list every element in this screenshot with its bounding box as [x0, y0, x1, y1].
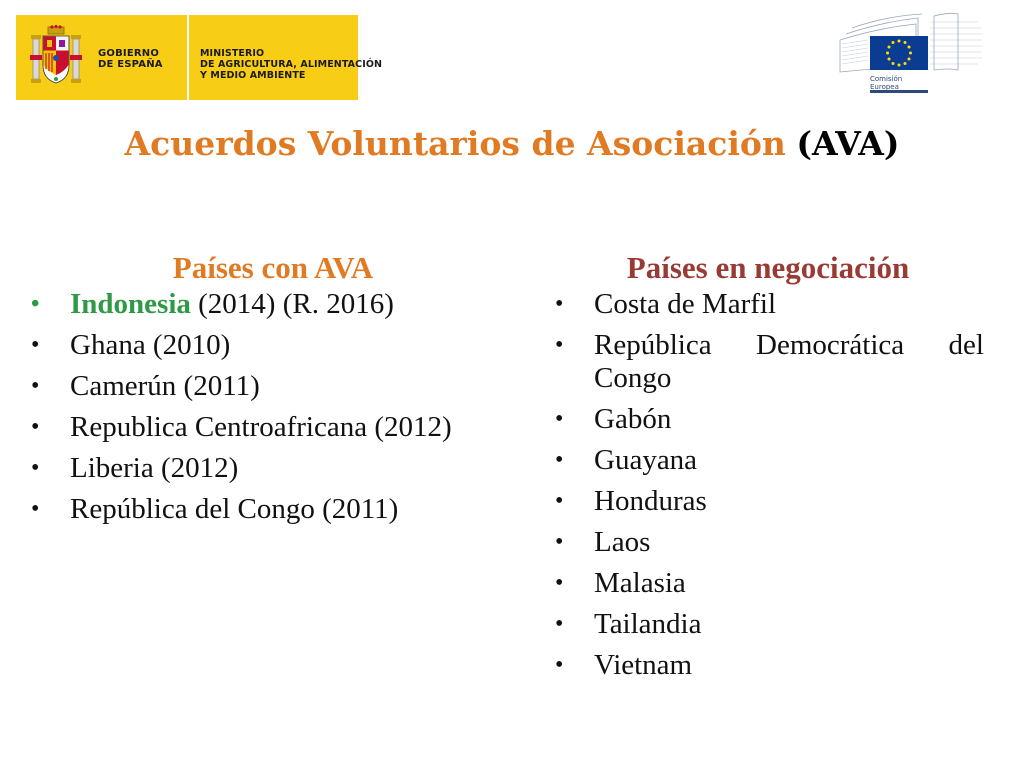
logo-divider	[187, 15, 189, 100]
bullet-icon: •	[31, 496, 40, 522]
list-item-text: República del Congo (2011)	[70, 493, 399, 525]
title-main: Acuerdos Voluntarios de Asociación	[124, 124, 786, 163]
gobierno-espana-logo	[16, 15, 383, 100]
list-item	[28, 452, 528, 485]
list-item	[552, 608, 984, 641]
list-item-text: Vietnam	[594, 649, 693, 681]
bullet-icon: •	[555, 488, 564, 514]
ec-label-line-1: Comisión	[870, 75, 903, 83]
bullet-icon: •	[31, 373, 40, 399]
highlighted-country: Indonesia	[70, 288, 191, 320]
countries-in-negotiation-section	[552, 248, 984, 690]
page-title	[0, 120, 1024, 168]
list-item-text: Ghana (2010)	[70, 329, 231, 361]
list-item	[552, 567, 984, 600]
countries-with-ava-heading: Países con AVA	[172, 250, 374, 285]
bullet-icon: •	[555, 406, 564, 432]
bullet-icon: •	[31, 455, 40, 481]
list-item-text: Camerún (2011)	[70, 370, 260, 402]
list-item-text: (2014) (R. 2016)	[190, 288, 394, 320]
european-commission-logo	[838, 10, 986, 98]
list-item	[552, 444, 984, 477]
list-item	[552, 649, 984, 682]
list-item	[28, 370, 528, 403]
list-item-text: Malasia	[594, 567, 686, 599]
list-item	[552, 403, 984, 436]
list-item-text: Liberia (2012)	[70, 452, 239, 484]
bullet-icon: •	[555, 447, 564, 473]
bullet-icon: •	[555, 529, 564, 555]
list-item-text: Costa de Marfil	[594, 288, 777, 320]
list-item	[552, 288, 984, 321]
title-abbreviation: (AVA)	[796, 124, 900, 163]
gobierno-line-1: GOBIERNO	[98, 48, 160, 59]
bullet-icon: •	[555, 291, 564, 317]
gobierno-label	[98, 48, 163, 70]
ec-label-line-2: Europea	[870, 83, 899, 91]
list-item-text: República Democrática del	[594, 329, 984, 361]
list-item	[552, 526, 984, 559]
countries-with-ava-list	[28, 288, 528, 526]
ministry-line-2: DE AGRICULTURA, ALIMENTACIÓN	[200, 59, 383, 70]
ministry-label	[200, 48, 382, 81]
ec-label	[870, 75, 902, 91]
ministry-line-1: MINISTERIO	[200, 48, 265, 59]
list-item-text-continued: Congo	[594, 362, 672, 394]
bullet-icon: •	[555, 332, 564, 358]
countries-in-negotiation-list	[552, 288, 984, 682]
list-item	[28, 411, 528, 444]
list-item-text: Republica Centroafricana (2012)	[70, 411, 452, 443]
bullet-icon: •	[555, 570, 564, 596]
bullet-icon: •	[31, 291, 40, 317]
countries-in-negotiation-heading: Países en negociación	[626, 250, 910, 285]
list-item-text: Gabón	[594, 403, 672, 435]
ministry-line-3: Y MEDIO AMBIENTE	[200, 70, 306, 81]
list-item-text: Tailandia	[594, 608, 702, 640]
list-item	[28, 493, 528, 526]
list-item-text: Honduras	[594, 485, 707, 517]
countries-with-ava-section	[28, 248, 528, 534]
list-item	[28, 329, 528, 362]
list-item	[552, 329, 984, 395]
gobierno-line-2: DE ESPAÑA	[98, 59, 163, 70]
bullet-icon: •	[31, 332, 40, 358]
list-item	[552, 485, 984, 518]
list-item	[28, 288, 528, 321]
coat-of-arms-icon	[30, 25, 82, 91]
bullet-icon: •	[555, 611, 564, 637]
list-item-text: Laos	[594, 526, 651, 558]
bullet-icon: •	[31, 414, 40, 440]
bullet-icon: •	[555, 652, 564, 678]
list-item-text: Guayana	[594, 444, 698, 476]
